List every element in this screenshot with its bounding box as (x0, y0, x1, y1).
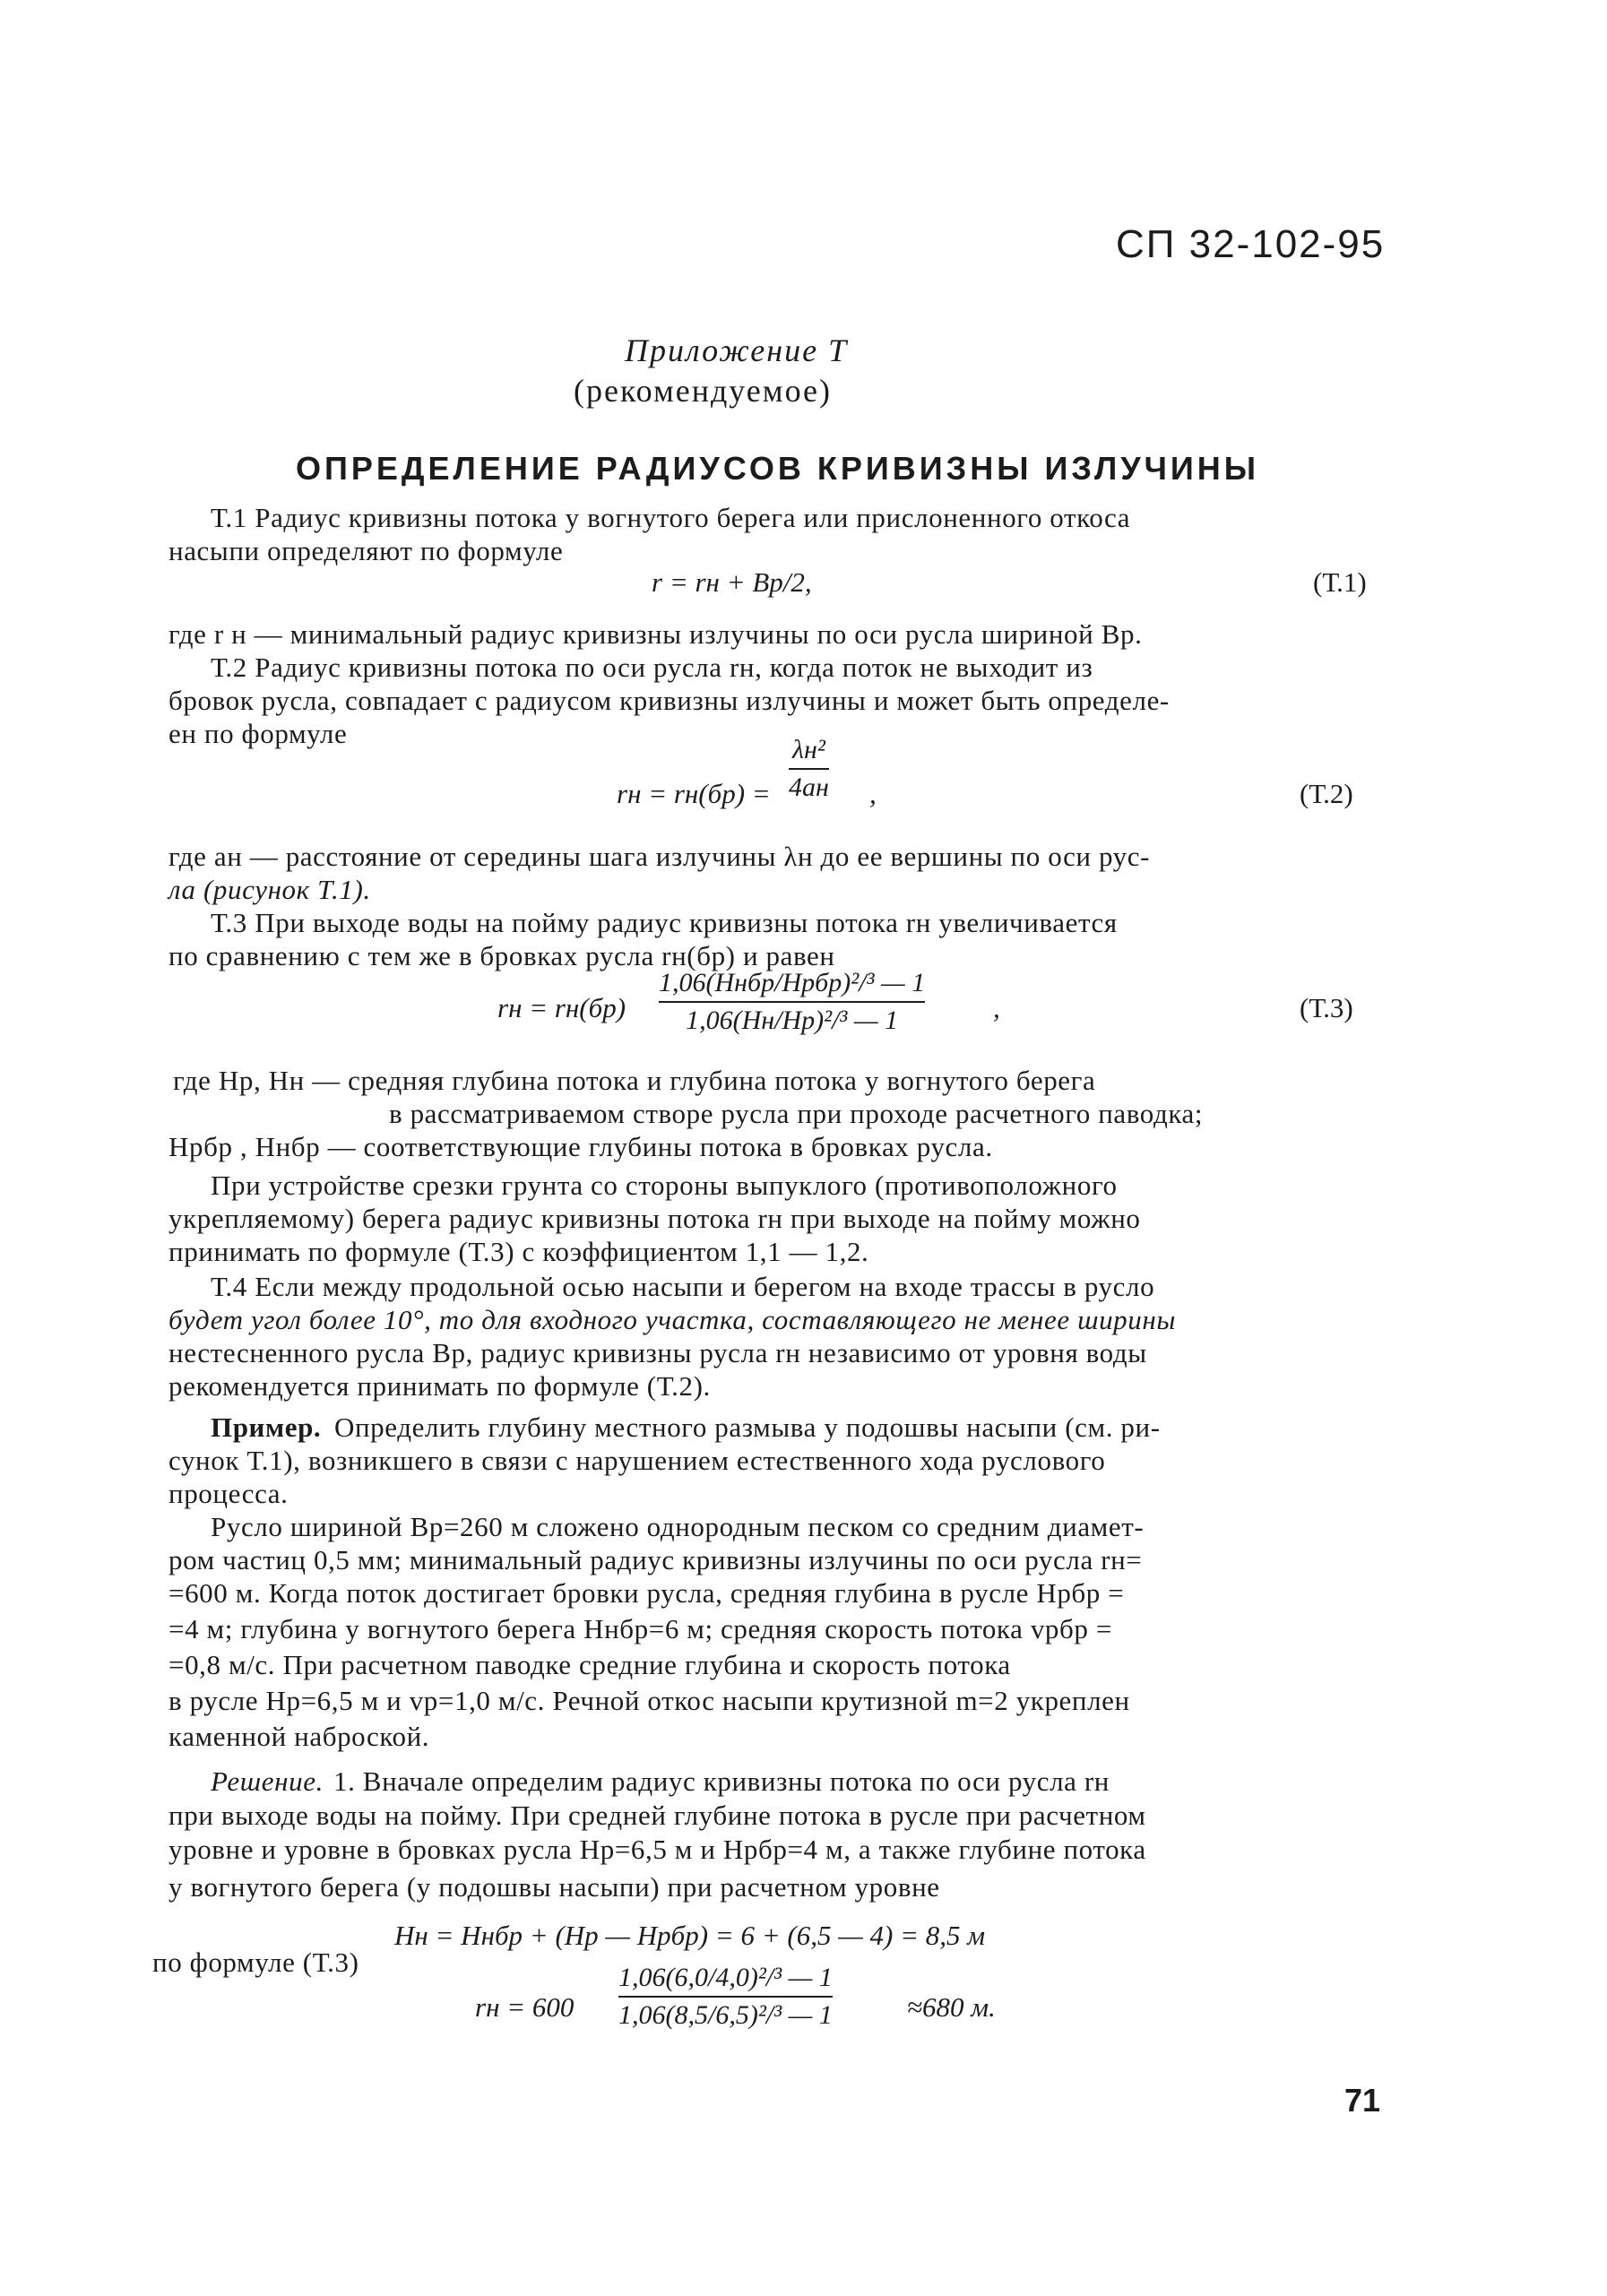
paragraph-t3-line: Т.3 При выходе воды на пойму радиус кривизны потока rн увеличивается (211, 907, 1118, 938)
appendix-status: (рекомендуемое) (574, 373, 832, 409)
page-number: 71 (1344, 2082, 1381, 2119)
paragraph-cut-line: принимать по формуле (Т.3) с коэффициентом 1,1 — 1,2. (168, 1236, 869, 1267)
condition-line: ром частиц 0,5 мм; минимальный радиус кривизны излучины по оси русла rн= (168, 1544, 1143, 1575)
paragraph-t3-where: в рассматриваемом створе русла при проходе расчетного паводка; (389, 1098, 1204, 1129)
paragraph-cut-line: При устройстве срезки грунта со стороны выпуклого (противоположного (211, 1170, 1118, 1201)
appendix-title: ОПРЕДЕЛЕНИЕ РАДИУСОВ КРИВИЗНЫ ИЗЛУЧИНЫ (296, 450, 1260, 487)
equation-t3-lhs: rн = rн(бр) (497, 992, 626, 1023)
fraction-rule (618, 1996, 833, 1998)
equation-t2-lhs: rн = rн(бр) = (617, 778, 771, 809)
paragraph-t4-line: Т.4 Если между продольной осью насыпи и берегом на входе трассы в русло (211, 1271, 1155, 1302)
example-line: Определить глубину местного размыва у подошвы насыпи (см. ри- (334, 1411, 1161, 1443)
paragraph-t2-line: ен по формуле (168, 718, 348, 749)
condition-line: Русло шириной Bр=260 м сложено однородным песком со средним диамет- (211, 1511, 1145, 1542)
solution-line: при выходе воды на пойму. При средней глубине потока в русле при расчетном (168, 1800, 1146, 1831)
paragraph-t3-where: где Hр, Hн — средняя глубина потока и глубина потока у вогнутого берега (173, 1065, 1096, 1096)
paragraph-cut-line: укрепляемому) берега радиус кривизны потока rн при выходе на пойму можно (168, 1203, 1141, 1234)
paragraph-t4-line: рекомендуется принимать по формуле (Т.2). (168, 1370, 711, 1402)
paragraph-t1-line: насыпи определяют по формуле (168, 535, 564, 566)
paragraph-t3-line: по сравнению с тем же в бровках русла rн(бр) и равен (168, 940, 835, 971)
example-label: Пример. (211, 1411, 322, 1443)
solution-equation-lhs: rн = 600 (475, 1991, 575, 2023)
fraction-rule (659, 1001, 925, 1003)
solution-equation-result: ≈680 м. (907, 1991, 996, 2023)
fraction-rule (789, 768, 829, 770)
paragraph-t2-where: ла (рисунок Т.1). (168, 874, 371, 905)
paragraph-t1-line: Т.1 Радиус кривизны потока у вогнутого берега или прислоненного откоса (211, 502, 1131, 533)
solution-line: 1. Вначале определим радиус кривизны потока по оси русла rн (333, 1765, 1110, 1797)
example-line: сунок Т.1), возникшего в связи с нарушением естественного хода руслового (168, 1445, 1106, 1476)
equation-t1: r = rн + Bр/2, (652, 566, 812, 598)
paragraph-t3-where: Hрбр , Hнбр — соответствующие глубины потока в бровках русла. (168, 1131, 993, 1162)
paragraph-t4-line: будет угол более 10°, то для входного участка, составляющего не менее ширины (168, 1304, 1176, 1335)
equation-t2-fraction (789, 735, 829, 803)
paragraph-t2-where: где aн — расстояние от середины шага излучины λн до ее вершины по оси рус- (168, 841, 1151, 872)
equation-t3-numerator: 1,06(Hнбр/Hрбр)²/³ — 1 (659, 968, 926, 997)
equation-t2-denominator: 4aн (789, 773, 829, 802)
appendix-label: Приложение Т (625, 332, 849, 368)
paragraph-t2-line: бровок русла, совпадает с радиусом кривизны излучины и может быть определе- (168, 685, 1170, 716)
solution-line: уровне и уровне в бровках русла Hр=6,5 м и Hрбр=4 м, а также глубине потока (168, 1834, 1146, 1865)
solution-line: по формуле (Т.3) (152, 1946, 359, 1978)
equation-t3-denominator: 1,06(Hн/Hр)²/³ — 1 (686, 1006, 899, 1035)
equation-t2-numerator: λн² (792, 735, 825, 764)
condition-line: каменной наброской. (168, 1721, 430, 1752)
equation-number-t3: (Т.3) (1300, 992, 1353, 1023)
standard-code: СП 32-102-95 (1116, 222, 1386, 266)
paragraph-t2-line: Т.2 Радиус кривизны потока по оси русла rн, когда поток не выходит из (211, 652, 1093, 683)
condition-line: в русле Hр=6,5 м и vр=1,0 м/с. Речной откос насыпи крутизной m=2 укреплен (168, 1685, 1130, 1716)
solution-line: у вогнутого берега (у подошвы насыпи) при расчетном уровне (168, 1871, 940, 1903)
equation-number-t1: (Т.1) (1313, 566, 1367, 598)
paragraph-t1-where: где r н — минимальный радиус кривизны излучины по оси русла шириной Bр. (168, 618, 1143, 650)
condition-line: =0,8 м/с. При расчетном паводке средние глубина и скорость потока (168, 1649, 1011, 1680)
equation-t3-tail: , (993, 992, 1000, 1023)
paragraph-t4-line: нестесненного русла Bр, радиус кривизны русла rн независимо от уровня воды (168, 1337, 1147, 1368)
solution-label: Решение. (211, 1765, 324, 1797)
equation-number-t2: (Т.2) (1300, 778, 1353, 809)
solution-equation-denominator: 1,06(8,5/6,5)²/³ — 1 (618, 2000, 833, 2030)
solution-formula: Hн = Hнбр + (Hр — Hрбр) = 6 + (6,5 — 4) = 8,5 м (394, 1920, 986, 1951)
equation-t2-tail: , (869, 778, 877, 809)
condition-line: =600 м. Когда поток достигает бровки русла, средняя глубина в русле Hрбр = (168, 1577, 1125, 1609)
solution-equation-fraction (618, 1963, 833, 2031)
condition-line: =4 м; глубина у вогнутого берега Hнбр=6 м; средняя скорость потока vрбр = (168, 1613, 1112, 1644)
equation-t3-fraction (659, 968, 925, 1036)
example-line: процесса. (168, 1478, 289, 1509)
solution-equation-numerator: 1,06(6,0/4,0)²/³ — 1 (618, 1963, 833, 1992)
